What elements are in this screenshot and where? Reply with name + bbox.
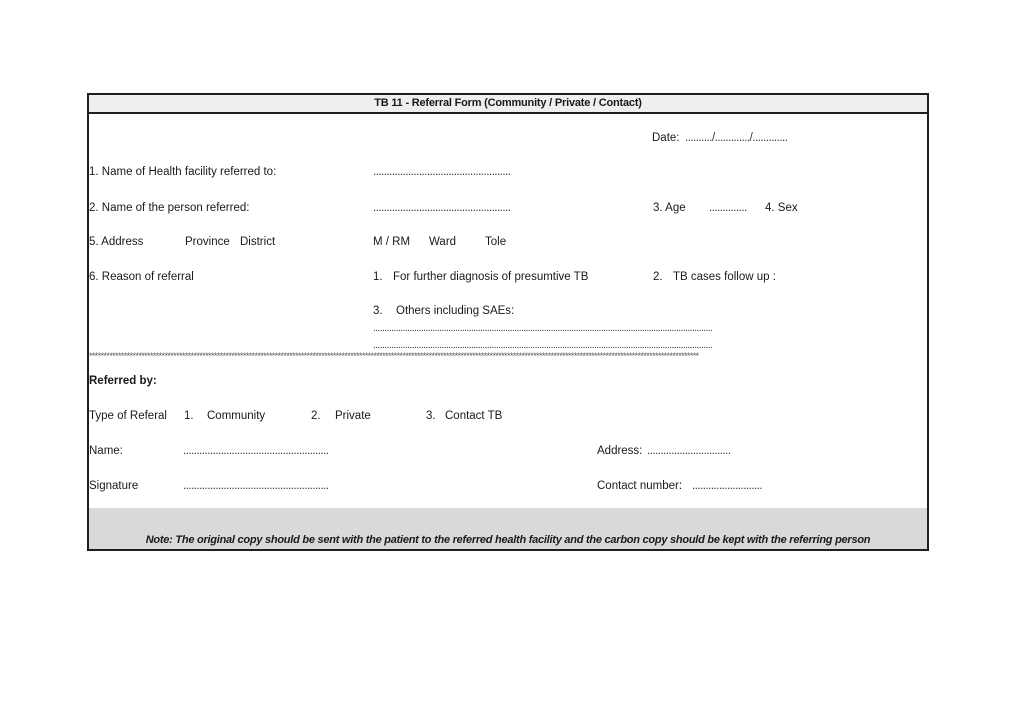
reason-3-num: 3.: [373, 305, 383, 317]
signature-field[interactable]: ......................................................: [183, 480, 329, 492]
reason-3-option[interactable]: Others including SAEs:: [396, 305, 515, 317]
type-2-num: 2.: [311, 410, 321, 422]
type-1-num: 1.: [184, 410, 194, 422]
age-field[interactable]: ..............: [709, 202, 747, 214]
reason-2-option[interactable]: TB cases follow up :: [673, 271, 776, 283]
contact-number-field[interactable]: ..........................: [692, 480, 763, 492]
note-box: [89, 508, 927, 549]
municipality-label: M / RM: [373, 236, 411, 248]
district-label: District: [240, 236, 276, 248]
referrer-address-label: Address:: [597, 445, 643, 457]
facility-field[interactable]: ...................................................: [373, 166, 511, 178]
others-line-1[interactable]: .....................................................................................................................................................: [373, 323, 713, 334]
reason-2-num: 2.: [653, 271, 663, 283]
date-label: Date:: [652, 132, 680, 144]
referrer-address-field[interactable]: ...............................: [647, 445, 731, 457]
referral-form: [87, 93, 929, 551]
referrer-name-field[interactable]: ......................................................: [183, 445, 329, 457]
facility-label: 1. Name of Health facility referred to:: [89, 166, 277, 178]
type-contact-tb-option[interactable]: Contact TB: [445, 410, 503, 422]
province-label: Province: [185, 236, 230, 248]
date-field[interactable]: ........../............./.............: [685, 132, 788, 144]
note-text: Note: The original copy should be sent with the patient to the referred health facility and the carbon copy should be kept with the referring person: [145, 534, 871, 546]
reason-label: 6. Reason of referral: [89, 271, 194, 283]
referrer-name-label: Name:: [89, 445, 123, 457]
reason-1-option[interactable]: For further diagnosis of presumtive TB: [393, 271, 589, 283]
referred-by-heading: Referred by:: [89, 375, 157, 387]
tole-label: Tole: [485, 236, 507, 248]
reason-1-num: 1.: [373, 271, 383, 283]
address-label: 5. Address: [89, 236, 144, 248]
type-private-option[interactable]: Private: [335, 410, 371, 422]
age-label: 3. Age: [653, 202, 686, 214]
person-label: 2. Name of the person referred:: [89, 202, 250, 214]
type-3-num: 3.: [426, 410, 436, 422]
form-title: TB 11 - Referral Form (Community / Private / Contact): [89, 95, 927, 114]
others-line-2[interactable]: .....................................................................................................................................................: [373, 340, 713, 351]
section-divider: ******************************************************************************************************************************************************************************************************************: [89, 351, 699, 361]
signature-label: Signature: [89, 480, 139, 492]
type-community-option[interactable]: Community: [207, 410, 266, 422]
ward-label: Ward: [429, 236, 457, 248]
referral-type-label: Type of Referal: [89, 410, 167, 422]
sex-label: 4. Sex: [765, 202, 798, 214]
contact-number-label: Contact number:: [597, 480, 683, 492]
person-field[interactable]: ...................................................: [373, 202, 511, 214]
